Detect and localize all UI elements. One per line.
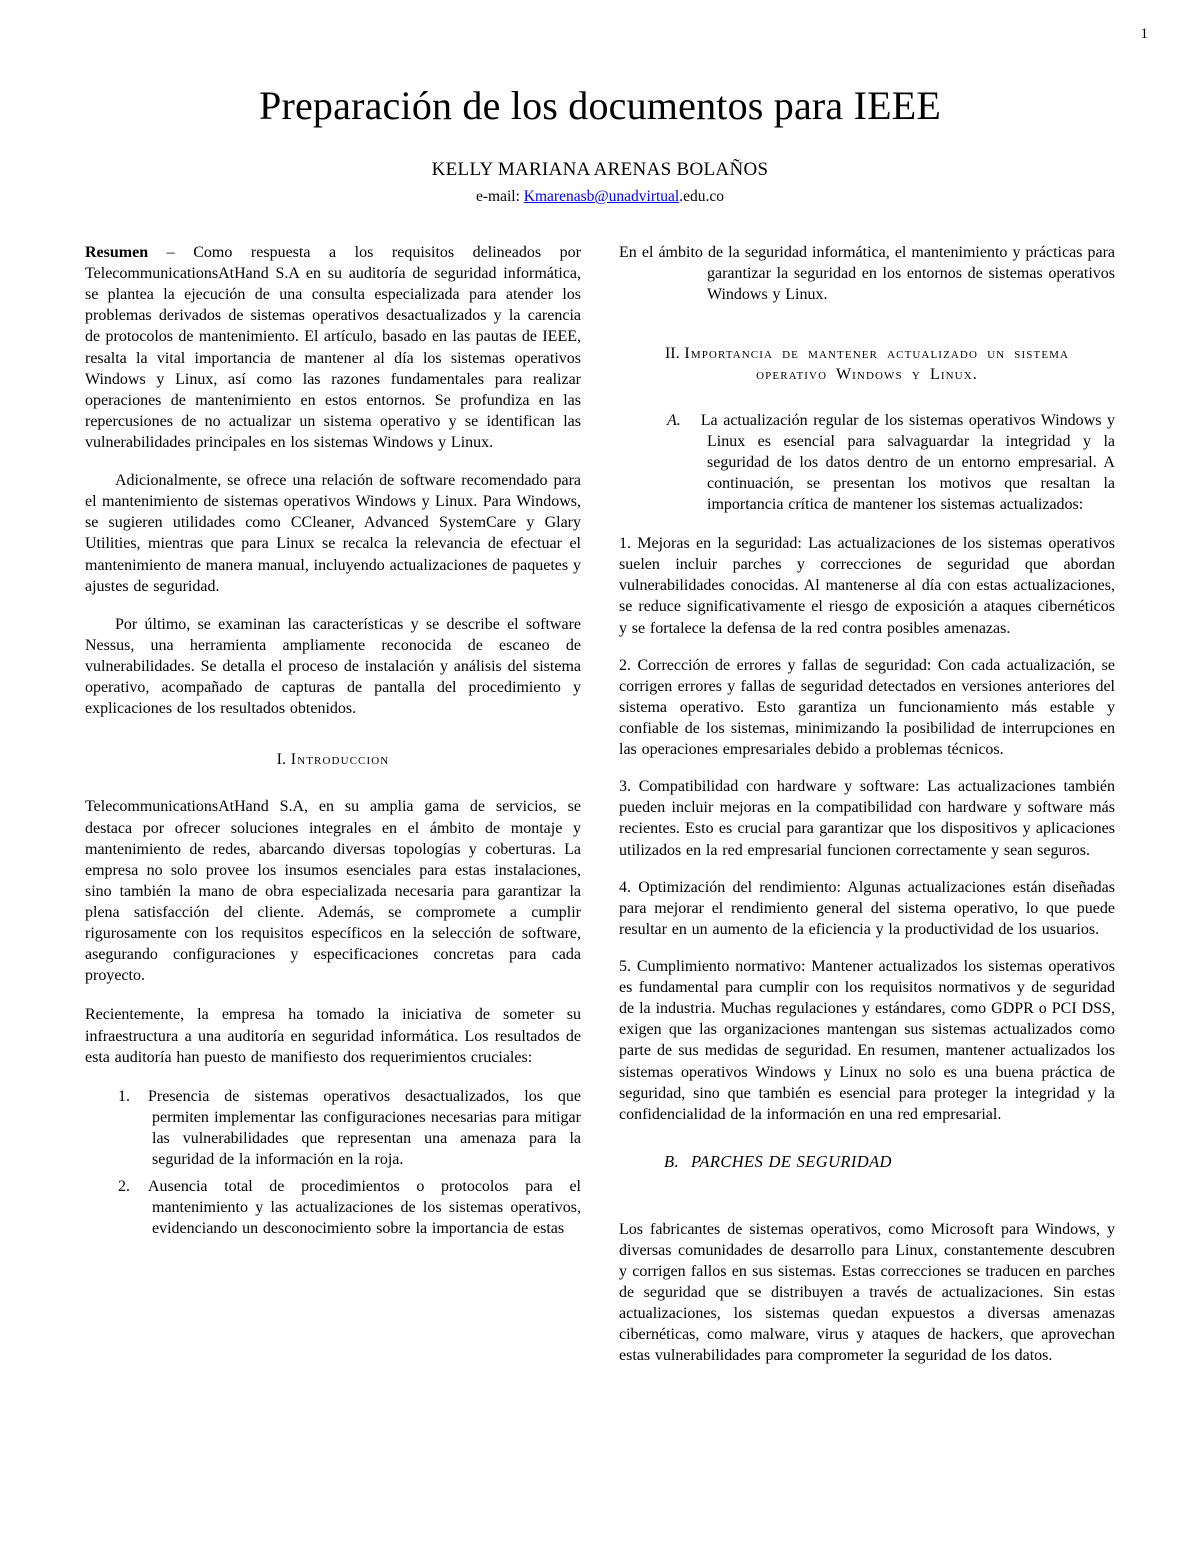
subsection-b-title: PARCHES DE SEGURIDAD [691, 1151, 892, 1171]
abstract-text: Como respuesta a los requisitos delineados por TelecommunicationsAtHand S.A en su auditoría de seguridad informática, se plantea la ejecución de una consulta especializada para atender los problemas derivados de sistemas operativos desactualizados y la carencia de protocolos de mantenimiento. El artículo, basado en las pautas de IEEE, resalta la vital importancia de mantener al día los sistemas operativos Windows y Linux, así como las razones fundamentales para realizar operaciones de mantenimiento en estos entornos. Se profundiza en las repercusiones de no actualizar un sistema operativo y se identifican las vulnerabilidades principales en los sistemas Windows y Linux. [85, 244, 581, 451]
numbered-point-1: 1. Mejoras en la seguridad: Las actualizaciones de los sistemas operativos suelen incluir parches y correcciones de seguridad que abordan vulnerabilidades conocidas. Al mantenerse al día con estas actualizaciones, se reduce significativamente el riesgo de exposición a ataques cibernéticos y se fortalece la defensa de la red contra posibles amenazas. [619, 535, 1115, 637]
email-line [85, 188, 1115, 206]
author-name: KELLY MARIANA ARENAS BOLAÑOS [431, 159, 769, 180]
subsection-b-label: B. [664, 1151, 680, 1171]
list-item-text: Presencia de sistemas operativos desactualizados, los que permiten implementar las configuraciones necesarias para mitigar las vulnerabilidades que representan una amenaza para la seguridad de la información en la roja. [148, 1087, 581, 1169]
section-heading-introduction [85, 749, 581, 770]
list-item-number: 1. [118, 1087, 130, 1105]
abstract-label: Resumen [85, 244, 149, 261]
abstract-paragraph-3: Por último, se examinan las características y se describe el software Nessus, una herramienta ampliamente reconocida de escaneo de vulnerabilidades. Se detalla el proceso de instalación y análisis del sistema operativo, acompañado de capturas de pantalla del procedimiento y explicaciones de los resultados obtenidos. [85, 615, 581, 718]
section-title: Introduccion [290, 751, 390, 769]
subsection-a-label: A. [667, 411, 681, 429]
section-heading-importancia [635, 343, 1099, 385]
continuation-paragraph: En el ámbito de la seguridad informática, el mantenimiento y prácticas para garantizar la seguridad en los entornos de sistemas operativos Windows y Linux. [619, 244, 1115, 304]
numbered-point-2: 2. Corrección de errores y fallas de seguridad: Con cada actualización, se corrigen errores y fallas de seguridad detectados en versiones anteriores del sistema operativo. Esto garantiza un funcionamiento más estable y confiable de los sistemas, minimizando la posibilidad de interrupciones en las operaciones empresariales debido a problemas técnicos. [619, 656, 1115, 759]
email-domain: .edu.co [679, 188, 724, 205]
numbered-point-5: 5. Cumplimiento normativo: Mantener actualizados los sistemas operativos es fundamental para cumplir con los requisitos normativos y de seguridad de la industria. Muchas regulaciones y estándares, como GDPR o PCI DSS, exigen que las organizaciones mantengan sus sistemas actualizados como parte de sus medidas de seguridad. En resumen, mantener actualizados los sistemas operativos Windows y Linux no solo es una buena práctica de seguridad, sino que también es esencial para proteger la integridad y la confidencialidad de la información en una red empresarial. [619, 957, 1115, 1123]
right-column [619, 242, 1115, 1383]
subsection-a [667, 410, 1115, 516]
two-column-body [85, 242, 1115, 1383]
list-item [118, 1176, 581, 1239]
requirements-list [85, 1086, 581, 1240]
email-label: e-mail: [476, 188, 524, 205]
list-item [118, 1086, 581, 1170]
list-item-text: Ausencia total de procedimientos o protocolos para el mantenimiento y las actualizaciones de los sistemas operativos, evidenciando un desconocimiento sobre la importancia de estas [148, 1178, 581, 1238]
abstract-paragraph-2: Adicionalmente, se ofrece una relación de software recomendado para el mantenimiento de sistemas operativos Windows y Linux. Para Windows, se sugieren utilidades como CCleaner, Advanced SystemCare y Glary Utilities, mientras que para Linux se recalca la relevancia de efectuar el mantenimiento de manera manual, incluyendo actualizaciones de paquetes y ajustes de seguridad. [85, 472, 581, 595]
section-number: II. [664, 345, 680, 363]
page-number: 1 [1140, 26, 1148, 42]
paper-title: Preparación de los documentos para IEEE [259, 83, 941, 128]
abstract-paragraph-1 [85, 242, 581, 453]
subsection-a-text: La actualización regular de los sistemas operativos Windows y Linux es esencial para salvaguardar la integridad y la seguridad de los datos dentro de un entorno empresarial. A continuación, se presentan los motivos que resaltan la importancia crítica de mantener los sistemas actualizados: [700, 411, 1115, 513]
left-column [85, 242, 581, 1383]
section-title: Importancia de mantener actualizado un sistema operativo Windows y Linux. [684, 345, 1070, 384]
numbered-point-4: 4. Optimización del rendimiento: Algunas actualizaciones están diseñadas para mejorar el rendimiento general del sistema operativo, lo que puede resultar en un aumento de la eficiencia y la productividad de los usuarios. [619, 878, 1115, 938]
numbered-point-3: 3. Compatibilidad con hardware y software: Las actualizaciones también pueden incluir mejoras en la compatibilidad con hardware y software más recientes. Esto es crucial para garantizar que los dispositivos y aplicaciones utilizados en la red empresarial funcionen correctamente y sean seguros. [619, 778, 1115, 859]
intro-paragraph-2: Recientemente, la empresa ha tomado la iniciativa de someter su infraestructura a una auditoría en seguridad informática. Los resultados de esta auditoría han puesto de manifiesto dos requerimientos cruciales: [85, 1006, 581, 1066]
abstract-separator: – [148, 244, 194, 261]
section-number: I. [276, 751, 286, 769]
subsection-b-heading [664, 1151, 1115, 1173]
parches-paragraph: Los fabricantes de sistemas operativos, como Microsoft para Windows, y diversas comunidades de desarrollo para Linux, constantemente descubren y corrigen fallos en sus sistemas. Estas correcciones se traducen en parches de seguridad que se distribuyen a través de actualizaciones. Sin estas actualizaciones, los sistemas quedan expuestos a diversas amenazas cibernéticas, como malware, virus y ataques de hackers, que aprovechan estas vulnerabilidades para comprometer la seguridad de los datos. [619, 1220, 1115, 1365]
intro-paragraph-1: TelecommunicationsAtHand S.A, en su amplia gama de servicios, se destaca por ofrecer soluciones integrales en el ámbito de montaje y mantenimiento de redes, abarcando diversas topologías y coberturas. La empresa no solo provee los insumos esenciales para estas instalaciones, sino también la mano de obra especializada necesaria para garantizar la plena satisfacción del cliente. Además, se compromete a cumplir rigurosamente con los requisitos específicos en la selección de software, asegurando configuraciones y especificaciones concretas para cada proyecto. [85, 798, 581, 985]
email-link[interactable]: Kmarenasb@unadvirtual [523, 188, 680, 205]
list-item-number: 2. [118, 1178, 130, 1196]
